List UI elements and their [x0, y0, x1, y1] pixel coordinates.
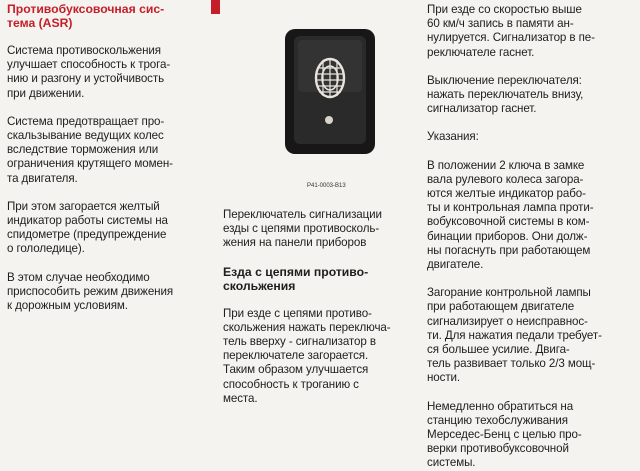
column-middle — [223, 0, 423, 406]
column-right — [427, 0, 637, 471]
paragraph-service: Немедленно обратиться на станцию техобслуживания Мерседес-Бенц с целью про- верки противобуксовочной системы. — [427, 399, 582, 470]
paragraph-malfunction: Загорание контрольной лампы при работающем двигателе сигнализирует о неисправнос- ти. Для нажатия педали требует- ся большее усилие. Двига- тель развивает только 2/3 мощ- ности. — [427, 286, 602, 385]
figure-code: P41-0003-B13 — [307, 183, 346, 189]
paragraph-prevention: Система предотвращает про- скальзывание ведущих колес вследствие торможения или ограничения крутящего момен- та двигателя. — [7, 114, 173, 185]
column-left — [7, 0, 202, 313]
section-heading: Противобуксовочная сис- тема (ASR) — [7, 2, 165, 30]
paragraph-chains: При езде с цепями противо- скольжения нажать переключа- тель вверху - сигнализатор в переключателе загорается. Таким образом улучшается способность к троганию с места. — [223, 306, 391, 405]
subsection-heading: Езда с цепями противо- скольжения — [223, 264, 369, 293]
paragraph-adjust: В этом случае необходимо приспособить режим движения к дорожным условиям. — [7, 270, 174, 313]
section-tab-marker — [211, 0, 220, 14]
paragraph-key-position: В положении 2 ключа в замке вала рулевого колеса загора- ются желтые индикатор рабо- ты и контрольная лампа проти- вобуксовочной системы в ком- бинации приборов. Они долж- ны погаснуть при работающем двигателе. — [427, 158, 594, 272]
paragraph-speed-reset: При езде со скоростью выше 60 км/ч запись в памяти ан- нулируется. Сигнализатор в пе- реключателе гаснет. — [427, 3, 595, 59]
notes-label: Указания: — [427, 130, 479, 144]
paragraph-switch-off: Выключение переключателя: нажать переключатель внизу, сигнализатор гаснет. — [427, 73, 584, 116]
paragraph-indicator: При этом загорается желтый индикатор работы системы на спидометре (предупреждение о гололедице). — [7, 199, 168, 256]
paragraph-intro: Система противоскольжения улучшает способность к трога- нию и разгону и устойчивость при движении. — [7, 44, 171, 100]
figure-caption: Переключатель сигнализации езды с цепями противосколь- жения на панели приборов — [223, 208, 382, 250]
